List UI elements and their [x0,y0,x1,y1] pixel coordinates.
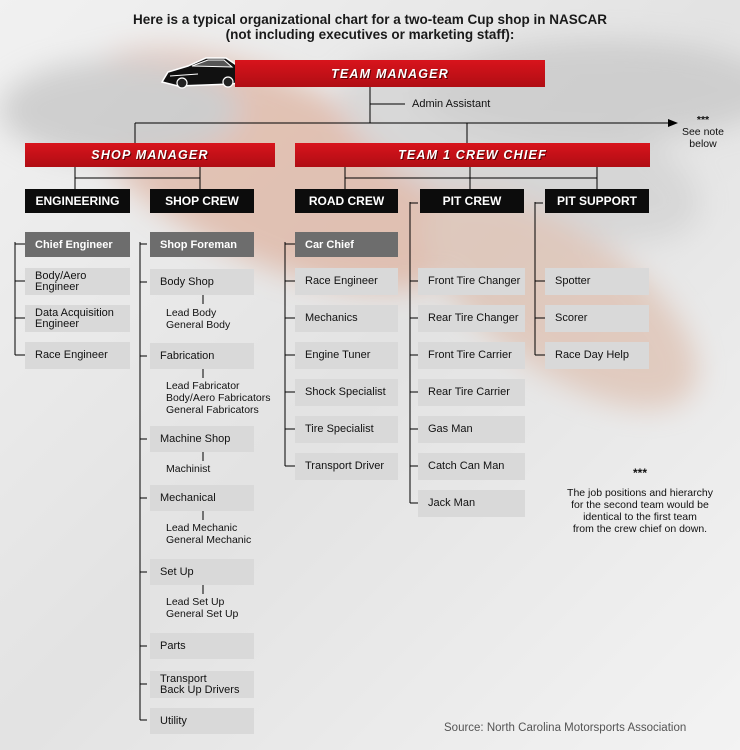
machine-shop-box: Machine Shop [150,426,254,452]
set-up-box: Set Up [150,559,254,585]
road-crew-item: Shock Specialist [295,379,398,406]
pit-support-item: Scorer [545,305,649,332]
pit-support-item: Race Day Help [545,342,649,369]
source-credit: Source: North Carolina Motorsports Association [444,722,687,734]
engineering-item-box [25,305,130,332]
right-arrow-icon [668,119,678,127]
road-crew-item: Mechanics [295,305,398,332]
mechanical-sub-list [166,522,251,546]
engineering-item-line: Engineer [35,281,80,293]
crew-chief-box: TEAM 1 CREW CHIEF [295,143,650,167]
footnote-line: The job positions and hierarchy [567,487,713,499]
engineering-item-box: Race Engineer [25,342,130,369]
shop-foreman-box: Shop Foreman [150,232,254,257]
pit-support-header: PIT SUPPORT [545,189,649,213]
body-shop-sub-item: General Body [166,319,231,331]
footnote [545,467,735,535]
fabrication-box: Fabrication [150,343,254,369]
road-crew-item: Engine Tuner [295,342,398,369]
set-up-sub-item: Lead Set Up [166,596,225,608]
pit-crew-header: PIT CREW [420,189,524,213]
pit-support-item: Spotter [545,268,649,295]
mechanical-sub-item: General Mechanic [166,534,252,546]
body-shop-sub-item: Lead Body [166,307,217,319]
engineering-item-line: Data Acquisition [35,307,114,319]
pit-crew-item: Gas Man [418,416,525,443]
footnote-stars: *** [632,466,647,480]
footnote-line: for the second team would be [571,499,709,511]
team-manager-box: TEAM MANAGER [235,60,545,87]
see-note-line-2: below [689,138,717,150]
body-shop-sub-list [166,307,230,331]
title-line-2: (not including executives or marketing staff): [225,27,515,42]
road-crew-item: Transport Driver [295,453,398,480]
title-line-1: Here is a typical organizational chart for a two-team Cup shop in NASCAR [132,12,608,27]
mechanical-box: Mechanical [150,485,254,511]
engineering-item-line: Body/Aero [35,270,87,282]
see-note-below [678,114,728,150]
engineering-item-line: Engineer [35,318,80,330]
pit-crew-item: Rear Tire Changer [418,305,525,332]
machine-shop-sub-list [166,463,210,475]
machine-shop-sub-item: Machinist [166,463,211,475]
car-chief-box: Car Chief [295,232,398,257]
shop-manager-box: SHOP MANAGER [25,143,275,167]
body-shop-box: Body Shop [150,269,254,295]
see-note-line-1: See note [681,126,725,138]
set-up-sub-list [166,596,238,620]
transport-line: Transport [160,673,207,685]
set-up-sub-item: General Set Up [166,608,239,620]
transport-box [150,671,254,698]
utility-box: Utility [150,708,254,734]
fabrication-sub-item: Body/Aero Fabricators [166,392,271,404]
footnote-line: identical to the first team [583,511,697,523]
admin-assistant-label: Admin Assistant [412,98,491,110]
road-crew-item: Tire Specialist [295,416,398,443]
fabrication-sub-list [166,380,270,416]
engineering-header: ENGINEERING [25,189,130,213]
fabrication-sub-item: General Fabricators [166,404,259,416]
pit-crew-item: Catch Can Man [418,453,525,480]
shop-crew-header: SHOP CREW [150,189,254,213]
road-crew-header: ROAD CREW [295,189,398,213]
transport-line: Back Up Drivers [160,684,240,696]
pit-crew-item: Jack Man [418,490,525,517]
pit-crew-item: Front Tire Carrier [418,342,525,369]
chief-engineer-box: Chief Engineer [25,232,130,257]
parts-box: Parts [150,633,254,659]
road-crew-item: Race Engineer [295,268,398,295]
pit-crew-item: Rear Tire Carrier [418,379,525,406]
fabrication-sub-item: Lead Fabricator [166,380,240,392]
see-note-stars: *** [696,114,710,126]
mechanical-sub-item: Lead Mechanic [166,522,238,534]
engineering-item-box [25,268,130,295]
footnote-line: from the crew chief on down. [572,523,708,535]
pit-crew-item: Front Tire Changer [418,268,525,295]
page-title [0,12,740,42]
